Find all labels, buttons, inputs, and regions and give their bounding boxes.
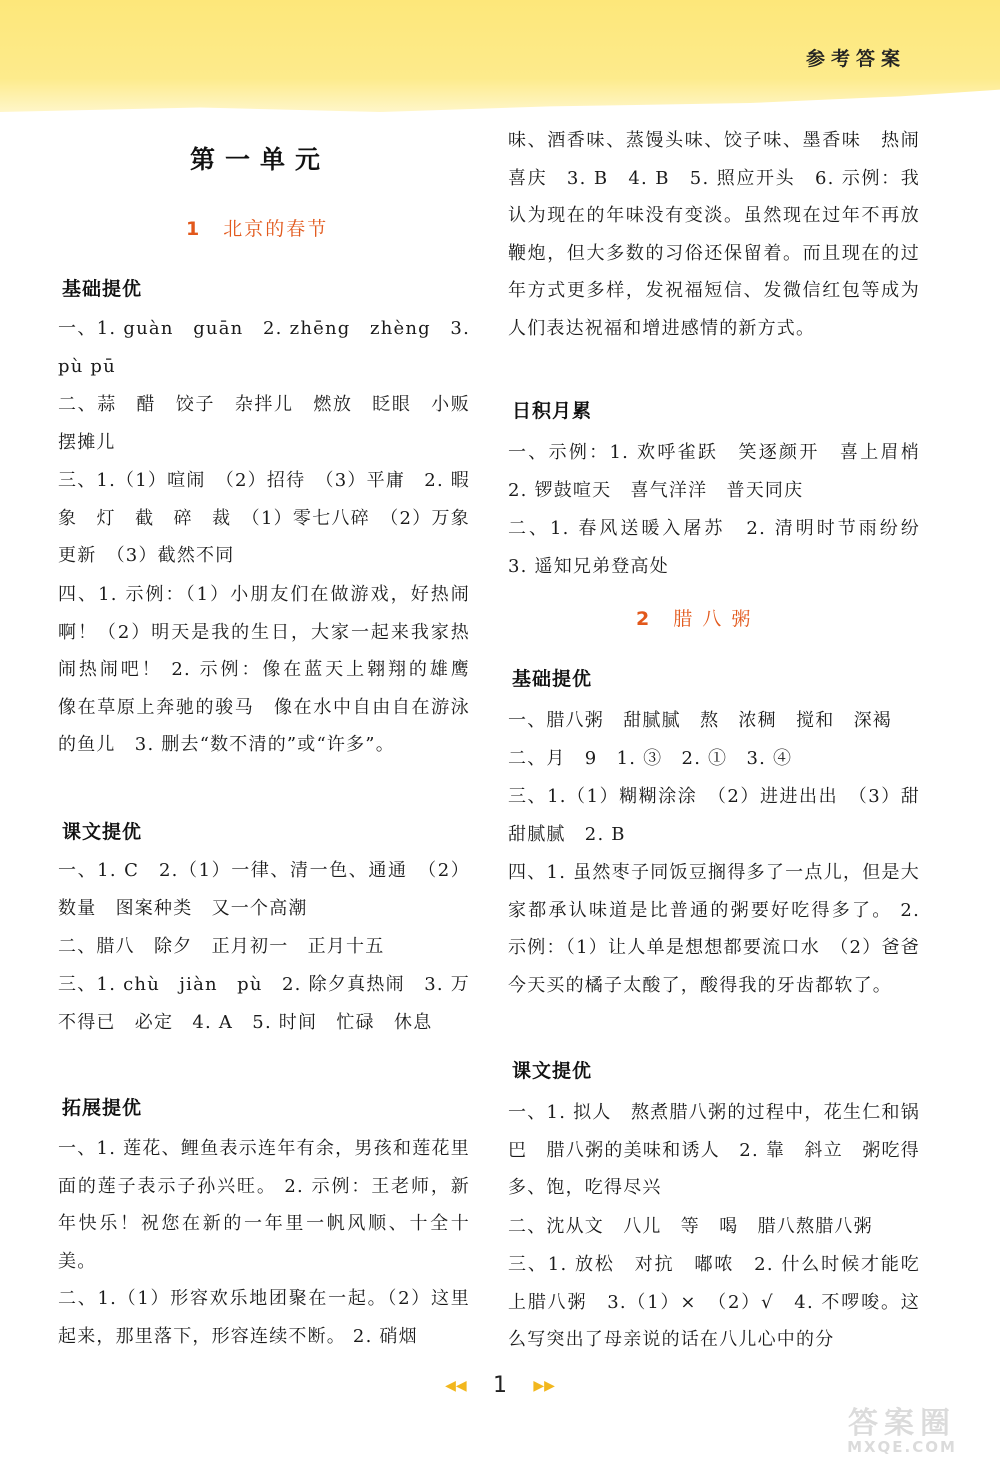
answer-block: 二、1. 春风送暖入屠苏 2. 清明时节雨纷纷 3. 遥知兄弟登高处 bbox=[508, 518, 940, 577]
unit-title: 第一单元 bbox=[190, 145, 331, 174]
answer-block: 二、沈从文 八儿 等 喝 腊八熬腊八粥 bbox=[508, 1216, 873, 1237]
answer-block: 味、酒香味、蒸馒头味、饺子味、墨香味 热闹喜庆 3. B 4. B 5. 照应开头 6. 示例：我认为现在的年味没有变淡。虽然现在过年不再放鞭炮，但大多数的习俗还保留着。而且现在的过年方式更多样，发祝福短信、发微信红包等成为人们表达祝福和增进感情的新方式。 bbox=[508, 130, 920, 339]
answer-block: 一、1. C 2.（1）一律、清一色、通通 （2）数量 图案种类 又一个高潮 bbox=[58, 860, 470, 919]
section-jichu-tiyou-1: 基础提优 bbox=[62, 278, 143, 300]
lesson-2-name: 腊 八 粥 bbox=[673, 608, 753, 630]
next-page-icon[interactable]: ▶▶ bbox=[533, 1377, 555, 1394]
section-riji-yuelei: 日积月累 bbox=[512, 400, 593, 422]
lesson-2-number: 2 bbox=[636, 608, 652, 630]
lesson-1-title bbox=[186, 214, 328, 241]
lesson-2-title bbox=[636, 604, 752, 631]
section-kewen-tiyou-1: 课文提优 bbox=[62, 821, 143, 843]
section-kewen-tiyou-2: 课文提优 bbox=[512, 1060, 593, 1082]
prev-page-icon[interactable]: ◀◀ bbox=[445, 1377, 467, 1394]
watermark-top-text: 答案圈 bbox=[848, 1406, 956, 1441]
answer-block: 一、1. guàn guān 2. zhēng zhèng 3. pù pū bbox=[58, 318, 470, 377]
answer-block: 一、腊八粥 甜腻腻 熬 浓稠 搅和 深褐 bbox=[508, 710, 892, 731]
answer-block: 四、1. 虽然枣子同饭豆搁得多了一点儿，但是大家都承认味道是比普通的粥要好吃得多了。 2. 示例：（1）让人单是想想都要流口水 （2）爸爸今天买的橘子太酸了，酸得我的牙齿都软了。 bbox=[508, 862, 920, 996]
page-navigation bbox=[0, 1372, 1000, 1398]
answer-block: 二、1.（1）形容欢乐地团聚在一起。（2）这里起来，那里落下，形容连续不断。 2. 硝烟 bbox=[58, 1288, 470, 1347]
answer-block: 一、示例：1. 欢呼雀跃 笑逐颜开 喜上眉梢 2. 锣鼓喧天 喜气洋洋 普天同庆 bbox=[508, 442, 940, 501]
answer-block: 四、1. 示例：（1）小朋友们在做游戏，好热闹啊！（2）明天是我的生日，大家一起来我家热闹热闹吧！ 2. 示例：像在蓝天上翱翔的雄鹰 像在草原上奔驰的骏马 像在水中自由自在游泳的鱼儿 3. 删去“数不清的”或“许多”。 bbox=[58, 584, 490, 755]
section-tuozhan-tiyou: 拓展提优 bbox=[62, 1097, 143, 1119]
answer-block: 一、1. 拟人 熬煮腊八粥的过程中，花生仁和锅巴 腊八粥的美味和诱人 2. 靠 斜立 粥吃得多、饱，吃得尽兴 bbox=[508, 1102, 920, 1198]
page-number: 1 bbox=[493, 1373, 507, 1398]
section-jichu-tiyou-2: 基础提优 bbox=[512, 668, 593, 690]
watermark-bottom-text: MXQE.COM bbox=[847, 1438, 957, 1456]
header-label: 参考答案 bbox=[805, 48, 906, 70]
answer-block: 二、月 9 1. ③ 2. ① 3. ④ bbox=[508, 748, 793, 769]
answer-block: 三、1. chù jiàn pù 2. 除夕真热闹 3. 万不得已 必定 4. A 5. 时间 忙碌 休息 bbox=[58, 974, 470, 1033]
lesson-1-number: 1 bbox=[186, 218, 202, 240]
answer-block: 二、蒜 醋 饺子 杂拌儿 燃放 眨眼 小贩 摆摊儿 bbox=[58, 394, 490, 453]
answer-block: 三、1. 放松 对抗 嘟哝 2. 什么时候才能吃上腊八粥 3.（1）× （2）√ 4. 不啰唆。这么写突出了母亲说的话在八儿心中的分 bbox=[508, 1254, 920, 1350]
answer-block: 三、1.（1）喧闹 （2）招待 （3）平庸 2. 暇 象 灯 截 碎 裁 （1）零七八碎 （2）万象更新 （3）截然不同 bbox=[58, 470, 490, 566]
answer-block: 三、1.（1）糊糊涂涂 （2）进进出出 （3）甜甜腻腻 2. B bbox=[508, 786, 920, 845]
answer-block: 一、1. 莲花、鲤鱼表示连年有余，男孩和莲花里面的莲子表示子孙兴旺。 2. 示例：王老师，新年快乐！祝您在新的一年里一帆风顺、十全十美。 bbox=[58, 1138, 470, 1272]
watermark-logo bbox=[822, 1398, 982, 1454]
answer-block: 二、腊八 除夕 正月初一 正月十五 bbox=[58, 936, 385, 957]
lesson-1-name: 北京的春节 bbox=[223, 218, 329, 240]
